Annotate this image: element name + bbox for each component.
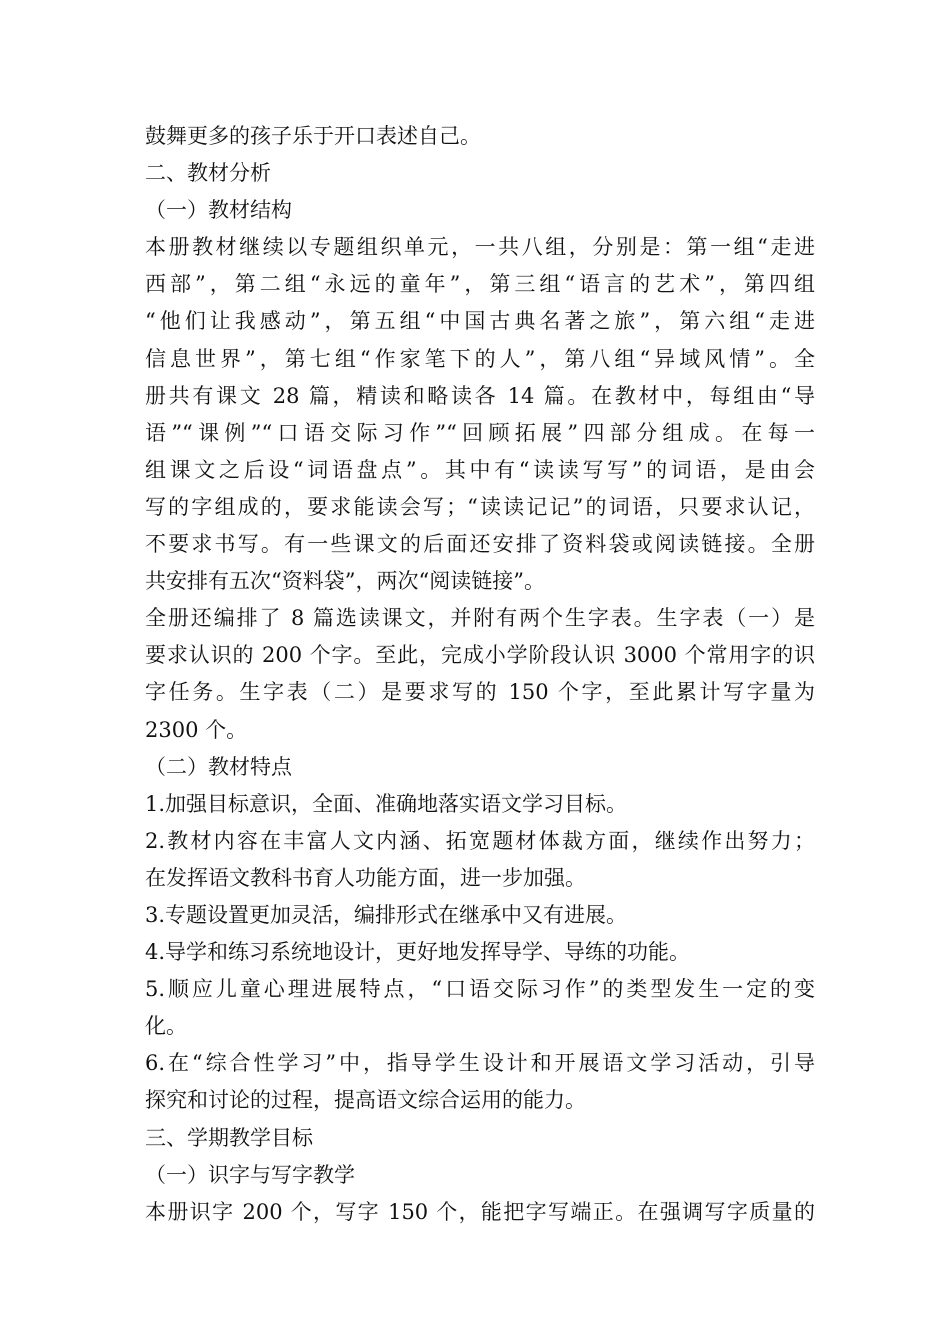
text-line: （一）教材结构 — [145, 198, 292, 223]
text-line: 共安排有五次“资料袋”，两次“阅读链接”。 — [145, 569, 545, 594]
text-line: 要求认识的 200 个字。至此，完成小学阶段认识 3000 个常用字的识 — [145, 643, 815, 668]
text-line: 探究和讨论的过程，提高语文综合运用的能力。 — [145, 1088, 586, 1113]
text-line: 化。 — [145, 1014, 187, 1039]
document-body — [145, 118, 815, 1231]
text-line: 信息世界”，第七组“作家笔下的人”，第八组“异域风情”。全 — [145, 346, 815, 371]
text-line: 本册识字 200 个，写字 150 个，能把字写端正。在强调写字质量的 — [145, 1199, 815, 1224]
text-line: 语”“课例”“口语交际习作”“回顾拓展”四部分组成。在每一 — [145, 420, 815, 445]
text-line: 全册还编排了 8 篇选读课文，并附有两个生字表。生字表（一）是 — [145, 606, 815, 631]
text-line: 二、教材分析 — [145, 161, 271, 186]
text-line: 写的字组成的，要求能读会写；“读读记记”的词语，只要求认记， — [145, 494, 815, 519]
text-line: 鼓舞更多的孩子乐于开口表述自己。 — [145, 124, 481, 148]
text-line: 4.导学和练习系统地设计，更好地发挥导学、导练的功能。 — [145, 940, 691, 965]
text-line: （一）识字与写字教学 — [145, 1162, 355, 1187]
text-line: 西部”，第二组“永远的童年”，第三组“语言的艺术”，第四组 — [145, 272, 815, 297]
text-line: “他们让我感动”，第五组“中国古典名著之旅”，第六组“走进 — [145, 309, 815, 334]
text-line: 册共有课文 28 篇，精读和略读各 14 篇。在教材中，每组由“导 — [145, 383, 815, 408]
text-line: 6.在“综合性学习”中，指导学生设计和开展语文学习活动，引导 — [145, 1051, 815, 1076]
text-line: 三、学期教学目标 — [145, 1125, 313, 1150]
text-line: 2300 个。 — [145, 717, 248, 742]
text-line: 1.加强目标意识，全面、准确地落实语文学习目标。 — [145, 791, 628, 816]
text-line: 字任务。生字表（二）是要求写的 150 个字，至此累计写字量为 — [145, 680, 815, 705]
text-line: 组课文之后设“词语盘点”。其中有“读读写写”的词语，是由会 — [145, 457, 815, 482]
text-line: 3.专题设置更加灵活，编排形式在继承中又有进展。 — [145, 902, 628, 927]
text-line: 不要求书写。有一些课文的后面还安排了资料袋或阅读链接。全册 — [145, 532, 815, 557]
text-line: 本册教材继续以专题组织单元，一共八组，分别是：第一组“走进 — [145, 235, 815, 260]
text-line: （二）教材特点 — [145, 754, 292, 779]
text-line: 2.教材内容在丰富人文内涵、拓宽题材体裁方面，继续作出努力； — [145, 828, 815, 853]
text-line: 5.顺应儿童心理进展特点，“口语交际习作”的类型发生一定的变 — [145, 977, 815, 1002]
text-line: 在发挥语文教科书育人功能方面，进一步加强。 — [145, 865, 586, 890]
